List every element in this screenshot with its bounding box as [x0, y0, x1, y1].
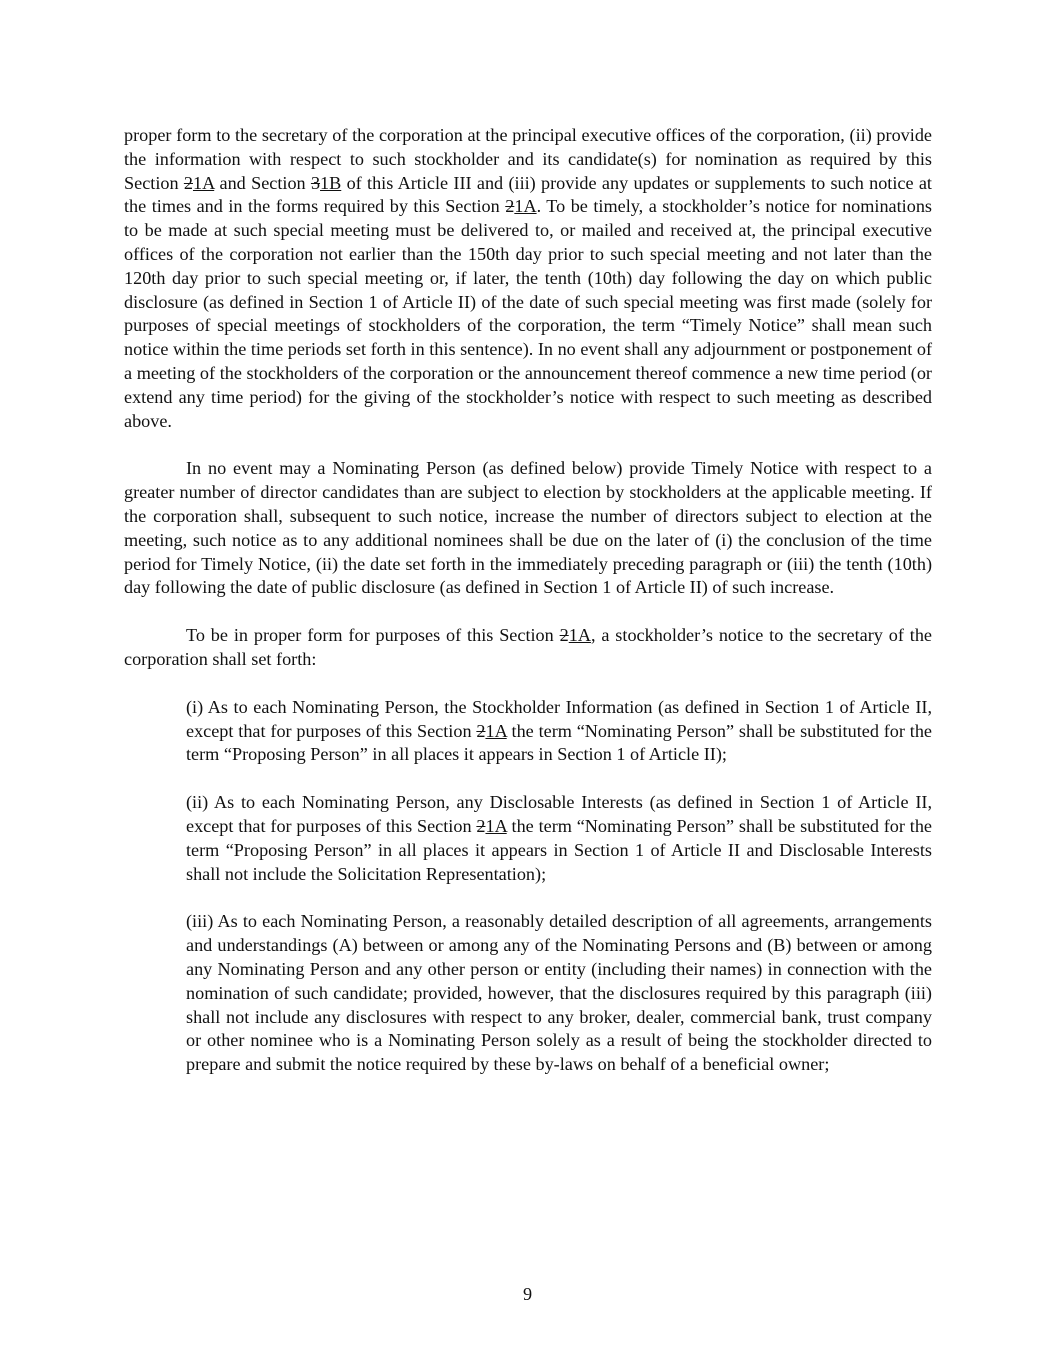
text-run: proper form to the secretary of the corporation at the principal executive offices of the corporation, (ii) provide the information with respect to such stockholder and its candidate(s) for nomination as required by this Section	[124, 125, 932, 193]
deleted-section-number: 2	[476, 815, 486, 836]
paragraph-spacer	[124, 600, 932, 624]
list-item-stockholder-information	[186, 696, 932, 767]
page-number: 9	[522, 1284, 533, 1304]
inserted-section-number: 1A	[514, 196, 537, 217]
paragraph-timely-notice-limit: In no event may a Nominating Person (as defined below) provide Timely Notice with respect to a greater number of director candidates than are subject to election by stockholders at the applicable meeting. If the corporation shall, subsequent to such notice, increase the number of directors subject to election at the meeting, such notice as to any additional nominees shall be due on the later of (i) the conclusion of the time period for Timely Notice, (ii) the date set forth in the immediately preceding paragraph or (iii) the tenth (10th) day following the date of public disclosure (as defined in Section 1 of Article II) of such increase.	[124, 458, 932, 598]
deleted-section-number: 2	[505, 196, 515, 217]
inserted-section-number: 1A	[485, 720, 507, 741]
inserted-section-number: 1A	[568, 625, 591, 646]
list-item-disclosable-interests	[186, 791, 932, 886]
paragraph-spacer	[124, 672, 932, 696]
paragraph-spacer	[124, 767, 932, 791]
text-run: and Section	[214, 172, 311, 193]
paragraph-proper-form-intro	[124, 624, 932, 672]
text-run: the term “Nominating Person” shall be substituted for the term “Proposing Person” in all places it appears in Section 1 of Article II);	[186, 720, 932, 765]
text-run: , a stockholder’s notice to the secretary of the corporation shall set forth:	[124, 625, 932, 669]
text-run: To be in proper form for purposes of this Section	[186, 625, 560, 646]
list-item-agreements-description: (iii) As to each Nominating Person, a reasonably detailed description of all agreements, arrangements and understandings (A) between or among any of the Nominating Persons and (B) between or among any Nominating Person and any other person or entity (including their names) in connection with the nomination of such candidate; provided, however, that the disclosures required by this paragraph (iii) shall not include any disclosures with respect to any broker, dealer, commercial bank, trust company or other nominee who is a Nominating Person solely as a result of being the stockholder directed to prepare and submit the notice required by these by-laws on behalf of a beneficial owner;	[186, 911, 932, 1075]
paragraph-spacer	[124, 433, 932, 457]
inserted-section-number: 1A	[485, 815, 507, 836]
text-run: the term “Nominating Person” shall be substituted for the term “Proposing Person” in all places it appears in Section 1 of Article II and Disclosable Interests shall not include the Solicitation Representation);	[186, 815, 932, 884]
document-page	[124, 124, 932, 1077]
paragraph-special-meeting-notice	[124, 124, 932, 433]
paragraph-spacer	[124, 886, 932, 910]
inserted-section-number: 1B	[320, 172, 342, 193]
inserted-section-number: 1A	[192, 172, 215, 193]
text-run: . To be timely, a stockholder’s notice for nominations to be made at such special meeting must be delivered to, or mailed and received at, the principal executive offices of the corporation not earlier than the 150th day prior to such special meeting and not later than the 120th day prior to such special meeting or, if later, the tenth (10th) day following the day on which public disclosure (as defined in Section 1 of Article II) of the date of such special meeting was first made (solely for purposes of special meetings of stockholders of the corporation, the term “Timely Notice” shall mean such notice within the time periods set forth in this sentence). In no event shall any adjournment or postponement of a meeting of the stockholders of the corporation or the announcement thereof commence a new time period (or extend any time period) for the giving of the stockholder’s notice with respect to such meeting as described above.	[124, 196, 932, 431]
deleted-section-number: 2	[559, 625, 569, 646]
text-run: (i) As to each Nominating Person, the Stockholder Information (as defined in Section 1 of Article II, except that for purposes of this Section	[186, 696, 932, 741]
deleted-section-number: 2	[476, 720, 486, 741]
deleted-section-number: 2	[183, 172, 193, 193]
text-run: (ii) As to each Nominating Person, any Disclosable Interests (as defined in Section 1 of Article II, except that for purposes of this Section	[186, 792, 932, 836]
deleted-section-number: 3	[310, 172, 321, 193]
text-run: of this Article III and (iii) provide any updates or supplements to such notice at the times and in the forms required by this Section	[124, 172, 932, 217]
